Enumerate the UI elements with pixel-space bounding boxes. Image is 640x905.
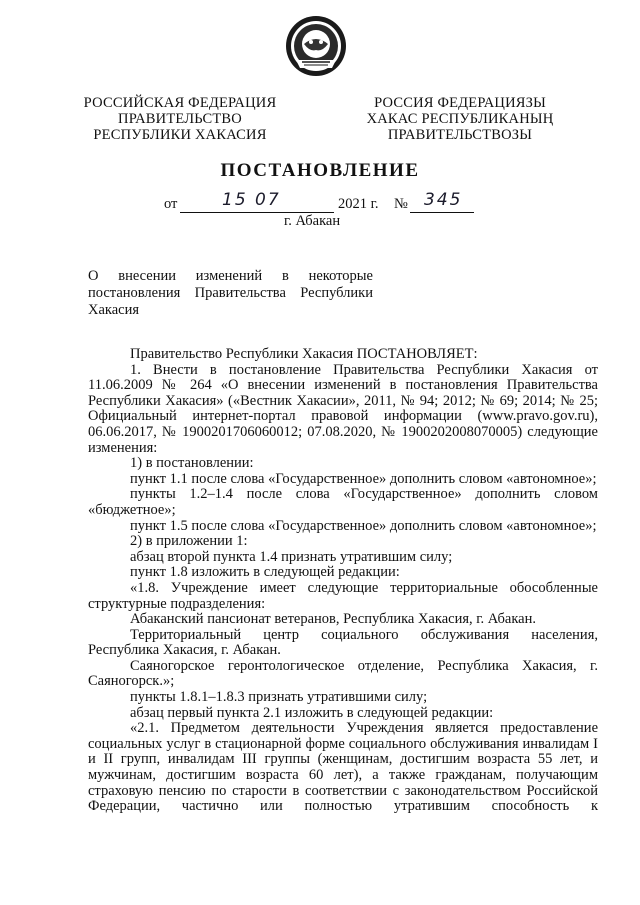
- header-left-line: РОССИЙСКАЯ ФЕДЕРАЦИЯ: [83, 95, 277, 111]
- header-left-line: ПРАВИТЕЛЬСТВО: [118, 111, 242, 127]
- document-title: ПОСТАНОВЛЕНИЕ: [220, 160, 420, 181]
- number-sign: №: [394, 196, 408, 212]
- header-left-line: РЕСПУБЛИКИ ХАКАСИЯ: [93, 127, 267, 143]
- coat-of-arms-emblem: [284, 14, 348, 78]
- body-paragraph: 2) в приложении 1:: [130, 533, 248, 550]
- header-left-block: [80, 95, 280, 143]
- body-paragraph: Территориальный центр социального обслуживания населения, Республика Хакасия, г. Абакан.: [88, 626, 598, 659]
- body-paragraph: пункт 1.5 после слова «Государственное» дополнить словом «автономное»;: [130, 517, 597, 534]
- header-right-line: ХАКАС РЕСПУБЛИКАНЫҢ: [366, 111, 554, 127]
- body-paragraph: 1. Внести в постановление Правительства Республики Хакасия от 11.06.2009 № 264 «О внесении изменений в постановления Правительства Республики Хакасия» («Вестник Хакасии», 2011, № 94; 2012; № 69; 2014; № 25; Официальный интернет-портал правовой информации (www.pravo.gov.ru), 06.06.2017, № 1900201706060012; 07.08.2020, № 1900202008070005) следующие изменения:: [88, 361, 598, 456]
- body-paragraph: пункт 1.8 изложить в следующей редакции:: [130, 564, 400, 581]
- handwritten-date: 15 07: [222, 190, 281, 210]
- body-paragraph: абзац второй пункта 1.4 признать утратившим силу;: [130, 548, 453, 565]
- document-subject: [88, 268, 373, 319]
- body-paragraph: Саяногорское геронтологическое отделение, Республика Хакасия, г. Саяногорск.»;: [88, 657, 598, 690]
- subject-line: постановления Правительства Республики: [88, 285, 373, 301]
- subject-line: Хакасия: [88, 302, 140, 318]
- body-paragraph: Правительство Республики Хакасия ПОСТАНОВЛЯЕТ:: [130, 346, 478, 362]
- body-paragraph: пункты 1.2–1.4 после слова «Государственное» дополнить словом «бюджетное»;: [88, 486, 598, 518]
- year-text: 2021 г.: [338, 196, 379, 212]
- city-label: г. Абакан: [284, 213, 341, 229]
- header-right-line: РОССИЯ ФЕДЕРАЦИЯЗЫ: [374, 95, 546, 111]
- subject-line: О внесении изменений в некоторые: [88, 268, 373, 284]
- body-paragraph: пункты 1.8.1–1.8.3 признать утратившими силу;: [130, 689, 428, 706]
- number-underline: [410, 212, 474, 213]
- handwritten-number: 345: [424, 190, 463, 210]
- body-paragraph: пункт 1.1 после слова «Государственное» дополнить словом «автономное»;: [130, 470, 597, 487]
- document-body: [88, 347, 598, 815]
- body-paragraph: 1) в постановлении:: [130, 455, 254, 472]
- body-paragraph: «1.8. Учреждение имеет следующие территориальные обособленные структурные подразделения:: [88, 579, 598, 612]
- body-paragraph: «2.1. Предметом деятельности Учреждения является предоставление социальных услуг в стационарной форме социального обслуживания инвалидам I и II групп, инвалидам III группы (женщинам, достигшим возраста 55 лет, и мужчинам, достигшим возраста 60 лет), а также гражданам, получающим страховую пенсию по старости в соответствии с законодательством Российской Федерации, частично или полностью утратившим способность к: [88, 720, 598, 815]
- body-paragraph: абзац первый пункта 2.1 изложить в следующей редакции:: [130, 704, 494, 721]
- header-right-line: ПРАВИТЕЛЬСТВОЗЫ: [387, 127, 533, 143]
- date-prefix: от: [164, 196, 178, 212]
- header-right-block: [350, 95, 570, 143]
- body-paragraph: Абаканский пансионат ветеранов, Республика Хакасия, г. Абакан.: [130, 611, 536, 628]
